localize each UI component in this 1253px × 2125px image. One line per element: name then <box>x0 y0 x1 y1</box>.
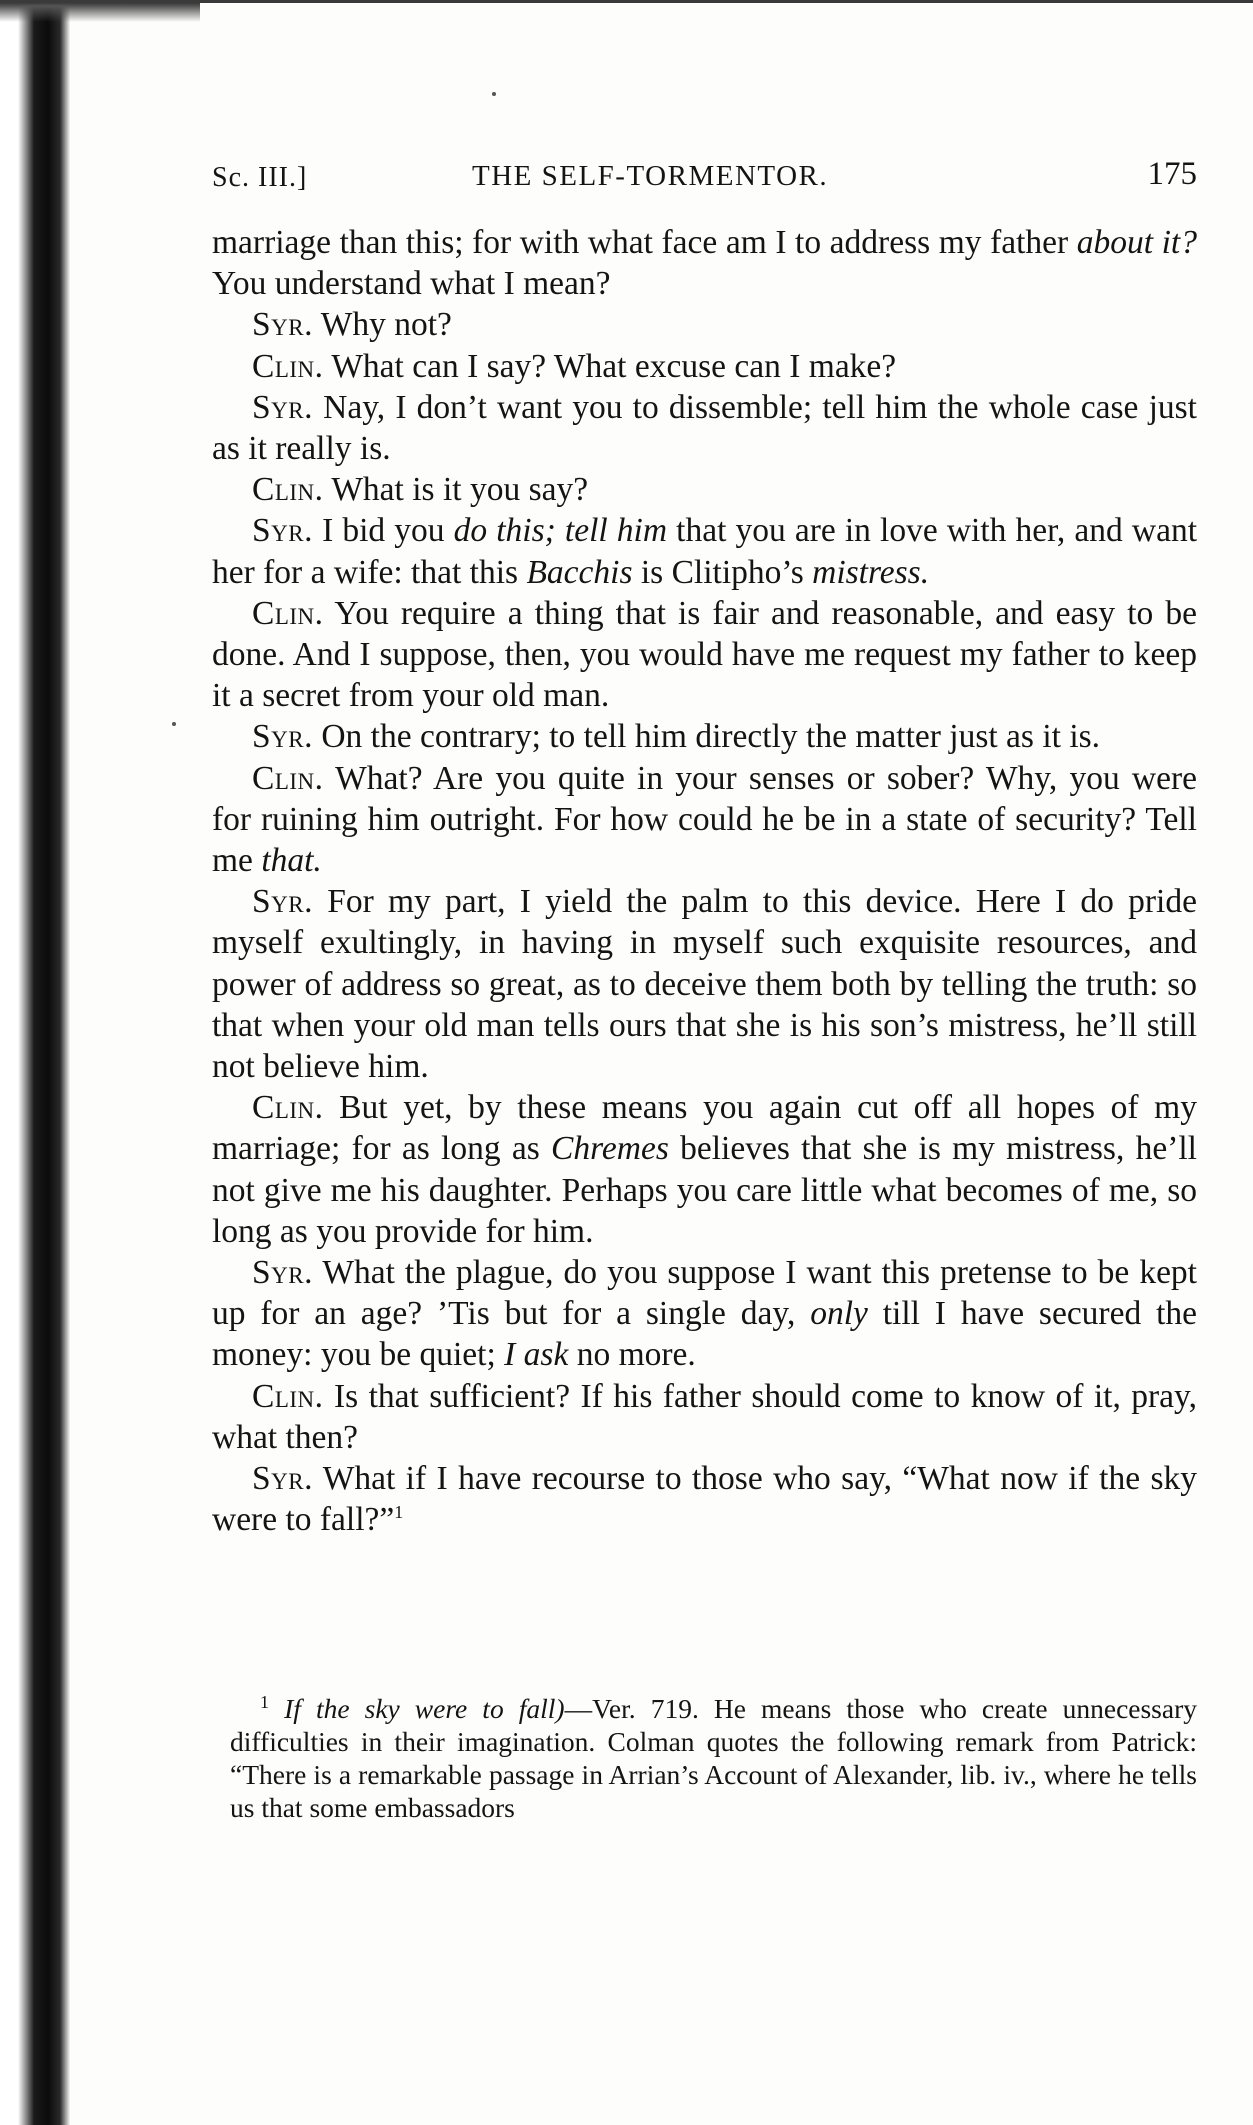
paragraph: Syr. What the plague, do you suppose I want this pretense to be kept up for an age? ’Tis but for a single day, only till I have secured the money: you be quiet; I ask no more. <box>212 1254 1197 1374</box>
header-title: THE SELF-TORMENTOR. <box>472 160 829 192</box>
footnote-ref: If the sky were to fall) <box>284 1693 565 1724</box>
paragraph: Syr. I bid you do this; tell him that you are in love with her, and want her for a wife: that this Bacchis is Clitipho’s mistress. <box>212 512 1198 591</box>
speaker-label: Clin. <box>252 1377 324 1415</box>
paragraph: Clin. What can I say? What excuse can I make? <box>252 347 897 385</box>
paragraph: Clin. What? Are you quite in your senses or sober? Why, you were for ruining him outright. For how could he be in a state of security? Tell me that. <box>212 759 1197 880</box>
paragraph: Syr. Why not? <box>252 306 452 344</box>
paragraph: Syr. For my part, I yield the palm to this device. Here I do pride myself exultingly, in having in myself such exquisite resources, and power of address so great, as to deceive them both by telling the truth: so that when your old man tells ours that she is his son’s mistress, he’ll still not believe him. <box>212 883 1197 1086</box>
footnote-text: $^1$ If the sky were to fall)—Ver. 719. He means those who create unnecessary difficulties in their imagination. Colman quotes the following remark from Patrick: “There is a remarkable passage in Arrian’s Account of Alexander, lib. iv., where he tells us that some embassadors <box>230 1691 1197 1823</box>
speaker-label: Syr. <box>252 512 313 550</box>
speaker-label: Clin. <box>252 1089 324 1127</box>
speaker-label: Syr. <box>252 306 313 344</box>
speaker-label: Clin. <box>252 347 324 385</box>
speaker-label: Syr. <box>252 388 313 426</box>
main-text <box>212 222 1197 1541</box>
running-header <box>212 150 1197 200</box>
paragraph: Clin. Is that sufficient? If his father should come to know of it, pray, what then? <box>212 1377 1197 1456</box>
speaker-label: Syr. <box>252 1254 313 1292</box>
page-top-edge <box>0 0 1253 3</box>
paragraph: Syr. What if I have recourse to those who say, “What now if the sky were to fall?”$^1$ <box>212 1460 1197 1539</box>
speaker-label: Clin. <box>252 594 324 632</box>
paragraph: Syr. Nay, I don’t want you to dissemble; tell him the whole case just as it really is. <box>212 388 1197 468</box>
header-scene: Sc. III.] <box>212 162 308 193</box>
footnote-reference: 1 <box>394 1502 404 1523</box>
speaker-label: Clin. <box>252 759 324 797</box>
footnote <box>230 1692 1197 1824</box>
speaker-label: Syr. <box>252 1460 313 1498</box>
paper-speck <box>172 722 176 726</box>
paragraph: Clin. What is it you say? <box>252 471 589 509</box>
paragraph: Syr. On the contrary; to tell him directly the matter just as it is. <box>252 718 1101 756</box>
speaker-label: Syr. <box>252 883 313 921</box>
page-binding-edge <box>0 0 70 2125</box>
paragraph: Clin. But yet, by these means you again cut off all hopes of my marriage; for as long as Chremes believes that she is my mistress, he’ll not give me his daughter. Perhaps you care little what becomes of me, so long as you provide for him. <box>212 1089 1197 1250</box>
paragraph: Clin. You require a thing that is fair and reasonable, and easy to be done. And I suppose, then, you would have me request my father to keep it a secret from your old man. <box>212 594 1197 715</box>
footnote-number: 1 <box>260 1691 269 1712</box>
paragraph: marriage than this; for with what face am I to address my father about it? You understand what I mean? <box>212 224 1197 303</box>
page-binding-shadow <box>0 0 200 22</box>
speaker-label: Syr. <box>252 718 313 756</box>
page-number: 175 <box>1147 156 1197 192</box>
speaker-label: Clin. <box>252 471 324 509</box>
paper-speck <box>492 92 496 96</box>
